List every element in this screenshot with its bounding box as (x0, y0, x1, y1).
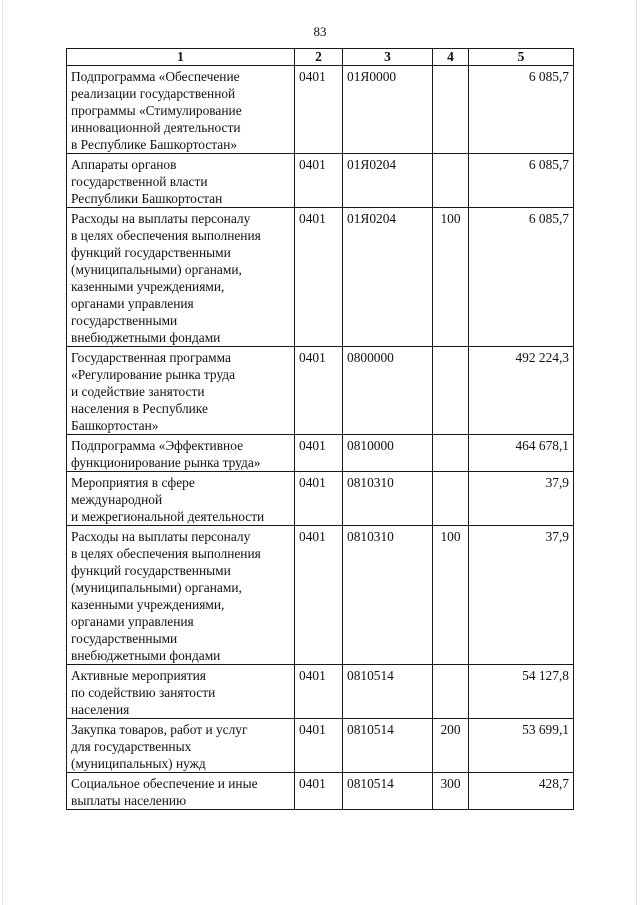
table-body (67, 66, 574, 810)
amount-value: 492 224,3 (469, 347, 574, 435)
table-row (67, 526, 574, 665)
row-title-line: для государственных (71, 739, 192, 754)
section-code: 0401 (295, 472, 343, 526)
target-code: 01Я0204 (343, 208, 433, 347)
row-title-line: Закупка товаров, работ и услуг (71, 722, 248, 737)
row-title (67, 347, 295, 435)
expense-type-code (433, 154, 469, 208)
row-title-line: программы «Стимулирование (71, 103, 242, 118)
target-code: 0810310 (343, 472, 433, 526)
row-title-line: Социальное обеспечение и иные (71, 776, 258, 791)
header-col-4: 4 (433, 49, 469, 66)
amount-value: 54 127,8 (469, 665, 574, 719)
section-code: 0401 (295, 347, 343, 435)
section-code: 0401 (295, 154, 343, 208)
row-title-line: Государственная программа (71, 350, 231, 365)
header-col-3: 3 (343, 49, 433, 66)
expense-type-code: 300 (433, 773, 469, 810)
row-title-line: (муниципальными) органами, (71, 580, 242, 595)
table-row (67, 665, 574, 719)
row-title-line: населения в Республике (71, 401, 208, 416)
target-code: 01Я0000 (343, 66, 433, 154)
target-code: 01Я0204 (343, 154, 433, 208)
expense-type-code (433, 66, 469, 154)
row-title-line: инновационной деятельности (71, 120, 241, 135)
table-row (67, 719, 574, 773)
row-title-line: Активные мероприятия (71, 668, 206, 683)
row-title-line: органами управления (71, 614, 194, 629)
table-row (67, 154, 574, 208)
row-title-line: Подпрограмма «Обеспечение (71, 69, 240, 84)
expense-type-code: 100 (433, 526, 469, 665)
row-title (67, 773, 295, 810)
table-row (67, 435, 574, 472)
row-title (67, 435, 295, 472)
expense-type-code (433, 665, 469, 719)
section-code: 0401 (295, 66, 343, 154)
header-col-5: 5 (469, 49, 574, 66)
section-code: 0401 (295, 665, 343, 719)
amount-value: 6 085,7 (469, 66, 574, 154)
row-title-line: функций государственными (71, 245, 231, 260)
row-title-line: «Регулирование рынка труда (71, 367, 236, 382)
section-code: 0401 (295, 208, 343, 347)
row-title-line: Расходы на выплаты персоналу (71, 211, 251, 226)
target-code: 0810514 (343, 719, 433, 773)
amount-value: 428,7 (469, 773, 574, 810)
row-title-line: Подпрограмма «Эффективное (71, 438, 244, 453)
row-title-line: реализации государственной (71, 86, 236, 101)
table-row (67, 347, 574, 435)
amount-value: 6 085,7 (469, 154, 574, 208)
row-title (67, 154, 295, 208)
row-title (67, 66, 295, 154)
amount-value: 37,9 (469, 472, 574, 526)
row-title (67, 719, 295, 773)
expense-type-code: 200 (433, 719, 469, 773)
table-row (67, 773, 574, 810)
row-title (67, 665, 295, 719)
row-title-line: в Республике Башкортостан» (71, 137, 238, 152)
header-col-1: 1 (67, 49, 295, 66)
expense-type-code (433, 435, 469, 472)
row-title-line: в целях обеспечения выполнения (71, 546, 261, 561)
row-title-line: (муниципальными) органами, (71, 262, 242, 277)
row-title-line: (муниципальных) нужд (71, 756, 206, 771)
row-title-line: Башкортостан» (71, 418, 159, 433)
row-title-line: внебюджетными фондами (71, 648, 221, 663)
row-title-line: Республики Башкортостан (71, 191, 223, 206)
row-title-line: казенными учреждениями, (71, 279, 225, 294)
table-row (67, 472, 574, 526)
row-title-line: Аппараты органов (71, 157, 177, 172)
row-title-line: и содействие занятости (71, 384, 205, 399)
target-code: 0810310 (343, 526, 433, 665)
page-number: 83 (313, 24, 327, 39)
expense-type-code (433, 347, 469, 435)
table-row (67, 66, 574, 154)
row-title-line: государственной власти (71, 174, 208, 189)
row-title (67, 208, 295, 347)
row-title-line: и межрегиональной деятельности (71, 509, 265, 524)
row-title-line: международной (71, 492, 163, 507)
row-title-line: по содействию занятости (71, 685, 216, 700)
row-title-line: государственными (71, 313, 178, 328)
table-row (67, 208, 574, 347)
row-title (67, 526, 295, 665)
expense-type-code: 100 (433, 208, 469, 347)
row-title-line: казенными учреждениями, (71, 597, 225, 612)
amount-value: 464 678,1 (469, 435, 574, 472)
section-code: 0401 (295, 773, 343, 810)
amount-value: 53 699,1 (469, 719, 574, 773)
budget-table (66, 48, 574, 810)
scan-edge-left (2, 0, 3, 905)
row-title-line: Расходы на выплаты персоналу (71, 529, 251, 544)
target-code: 0810514 (343, 773, 433, 810)
target-code: 0800000 (343, 347, 433, 435)
header-row (67, 49, 574, 66)
section-code: 0401 (295, 526, 343, 665)
expense-type-code (433, 472, 469, 526)
row-title-line: органами управления (71, 296, 194, 311)
row-title-line: Мероприятия в сфере (71, 475, 195, 490)
row-title-line: внебюджетными фондами (71, 330, 221, 345)
scan-edge-right (636, 0, 637, 905)
section-code: 0401 (295, 719, 343, 773)
row-title-line: выплаты населению (71, 793, 187, 808)
row-title-line: населения (71, 702, 130, 717)
section-code: 0401 (295, 435, 343, 472)
table-header (67, 49, 574, 66)
row-title-line: функций государственными (71, 563, 231, 578)
header-col-2: 2 (295, 49, 343, 66)
amount-value: 6 085,7 (469, 208, 574, 347)
row-title (67, 472, 295, 526)
row-title-line: государственными (71, 631, 178, 646)
row-title-line: в целях обеспечения выполнения (71, 228, 261, 243)
amount-value: 37,9 (469, 526, 574, 665)
target-code: 0810000 (343, 435, 433, 472)
row-title-line: функционирование рынка труда» (71, 455, 261, 470)
target-code: 0810514 (343, 665, 433, 719)
